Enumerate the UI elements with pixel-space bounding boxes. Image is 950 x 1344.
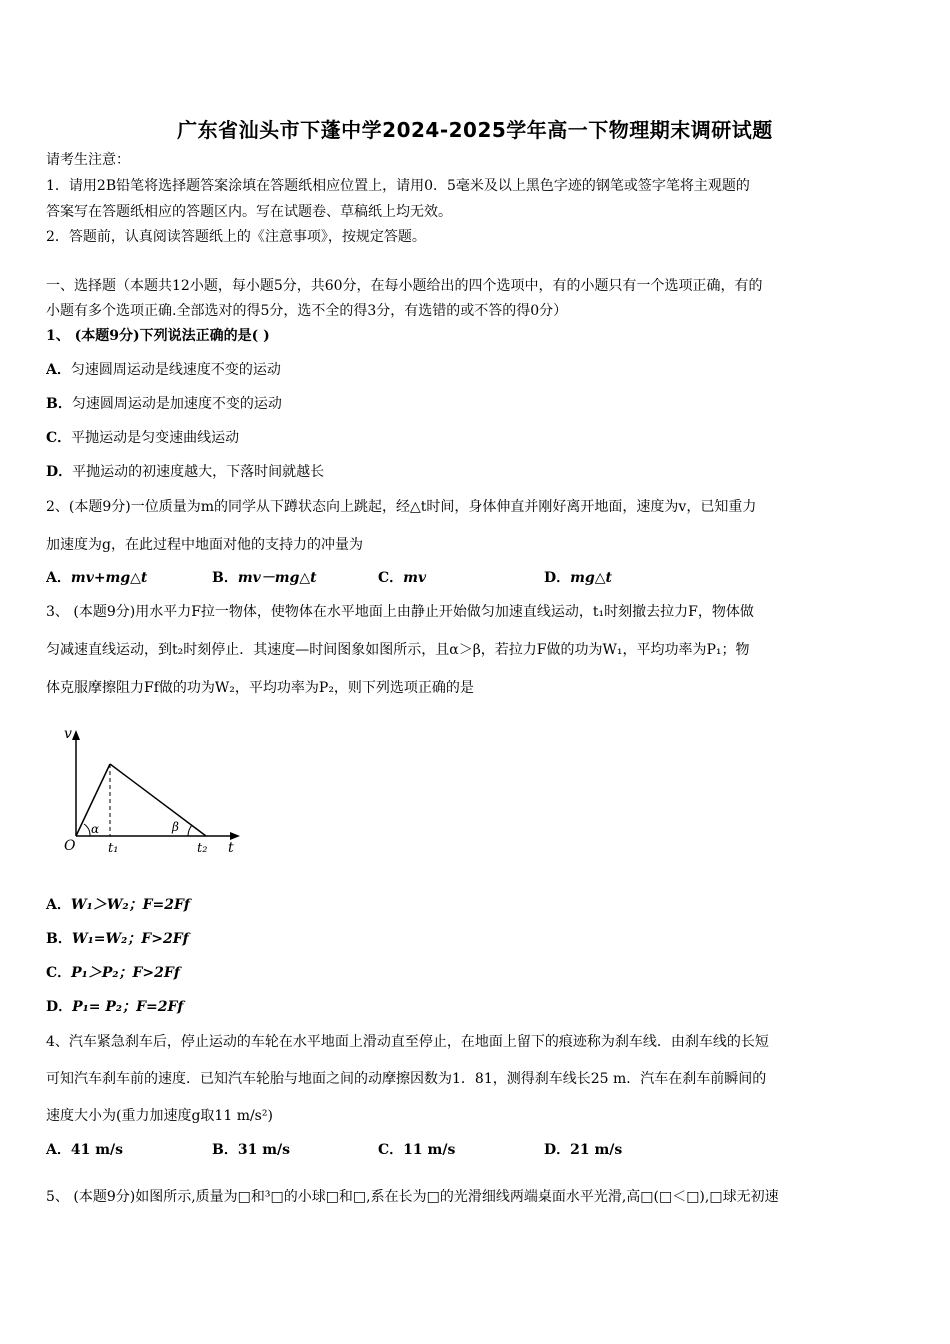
- notice-heading: 请考生注意：: [46, 152, 130, 168]
- q2-option-a: A．mv+mg△t: [46, 570, 148, 586]
- q2-stem: 2、(本题9分)一位质量为m的同学从下蹲状态向上跳起，经△t时间，身体伸直并刚好离开地面，速度为v，已知重力: [46, 499, 757, 515]
- q4-stem-cont-2: 速度大小为(重力加速度g取11 m/s²): [46, 1108, 273, 1124]
- q3-option-c: C．P₁＞P₂；F>2Ff: [46, 965, 180, 981]
- q1-option-b: B．匀速圆周运动是加速度不变的运动: [46, 396, 282, 412]
- q4-option-b: B．31 m/s: [212, 1142, 291, 1158]
- q2-option-c: C．mv: [378, 570, 427, 586]
- t1-label: t₁: [108, 841, 119, 856]
- q4-stem-cont-1: 可知汽车刹车前的速度．已知汽车轮胎与地面之间的动摩擦因数为1．81，测得刹车线长25 m．汽车在刹车前瞬间的: [46, 1071, 767, 1087]
- notice-item-1: 1．请用2B铅笔将选择题答案涂填在答题纸相应位置上，请用0．5毫米及以上黑色字迹的钢笔或签字笔将主观题的: [46, 178, 750, 194]
- q2-option-b: B．mv－mg△t: [212, 570, 317, 586]
- beta-label: β: [172, 820, 179, 834]
- origin-label: O: [64, 838, 76, 854]
- q2-stem-cont: 加速度为g，在此过程中地面对他的支持力的冲量为: [46, 537, 363, 553]
- v-label: v: [64, 728, 72, 742]
- alpha-arc: [84, 824, 90, 836]
- q3-option-b: B．W₁=W₂；F>2Ff: [46, 931, 189, 947]
- q3-stem-cont-2: 体克服摩擦阻力Ff做的功为W₂，平均功率为P₂，则下列选项正确的是: [46, 680, 474, 696]
- q4-options: [46, 1140, 710, 1160]
- q2-options: [46, 568, 710, 588]
- notice-item-1-cont: 答案写在答题纸相应的答题区内。写在试题卷、草稿纸上均无效。: [46, 204, 452, 220]
- q4-option-a: A．41 m/s: [46, 1142, 124, 1158]
- t2-label: t₂: [197, 841, 208, 856]
- beta-arc: [188, 825, 192, 836]
- q4-stem: 4、汽车紧急刹车后，停止运动的车轮在水平地面上滑动直至停止，在地面上留下的痕迹称为刹车线．由刹车线的长短: [46, 1034, 769, 1050]
- t-axis-arrow: [230, 832, 240, 840]
- alpha-label: α: [91, 822, 100, 836]
- q3-stem: 3、 (本题9分)用水平力F拉一物体，使物体在水平地面上由静止开始做匀加速直线运动，t₁时刻撤去拉力F，物体做: [46, 604, 754, 620]
- page-title: 广东省汕头市下蓬中学2024-2025学年高一下物理期末调研试题: [177, 118, 773, 142]
- q1-option-d: D．平抛运动的初速度越大，下落时间就越长: [46, 464, 325, 480]
- section-heading-cont: 小题有多个选项正确.全部选对的得5分，选不全的得3分，有选错的或不答的得0分）: [46, 303, 568, 319]
- q1-option-a: A．匀速圆周运动是线速度不变的运动: [46, 362, 281, 378]
- q5-stem: 5、 (本题9分)如图所示,质量为□和³□的小球□和□,系在长为□的光滑细线两端桌面水平光滑,高□(□＜□),□球无初速: [46, 1189, 779, 1205]
- q4-option-c: C．11 m/s: [378, 1142, 456, 1158]
- q3-stem-cont-1: 匀减速直线运动，到t₂时刻停止．其速度—时间图象如图所示，且α＞β，若拉力F做的功为W₁，平均功率为P₁；物: [46, 642, 750, 658]
- q3-option-a: A．W₁＞W₂；F=2Ff: [46, 897, 190, 913]
- q1-option-c: C．平抛运动是匀变速曲线运动: [46, 430, 240, 446]
- q3-option-d: D．P₁= P₂；F=2Ff: [46, 999, 184, 1015]
- q4-option-d: D．21 m/s: [544, 1142, 623, 1158]
- velocity-time-graph: [60, 728, 250, 858]
- q2-option-d: D．mg△t: [544, 570, 612, 586]
- v-axis-arrow: [72, 730, 80, 740]
- section-heading: 一、选择题（本题共12小题，每小题5分，共60分，在每小题给出的四个选项中，有的小题只有一个选项正确，有的: [46, 278, 763, 294]
- t-label: t: [228, 840, 234, 856]
- notice-item-2: 2．答题前，认真阅读答题纸上的《注意事项》，按规定答题。: [46, 229, 426, 245]
- q1-stem: 1、 (本题9分)下列说法正确的是( ): [46, 328, 270, 344]
